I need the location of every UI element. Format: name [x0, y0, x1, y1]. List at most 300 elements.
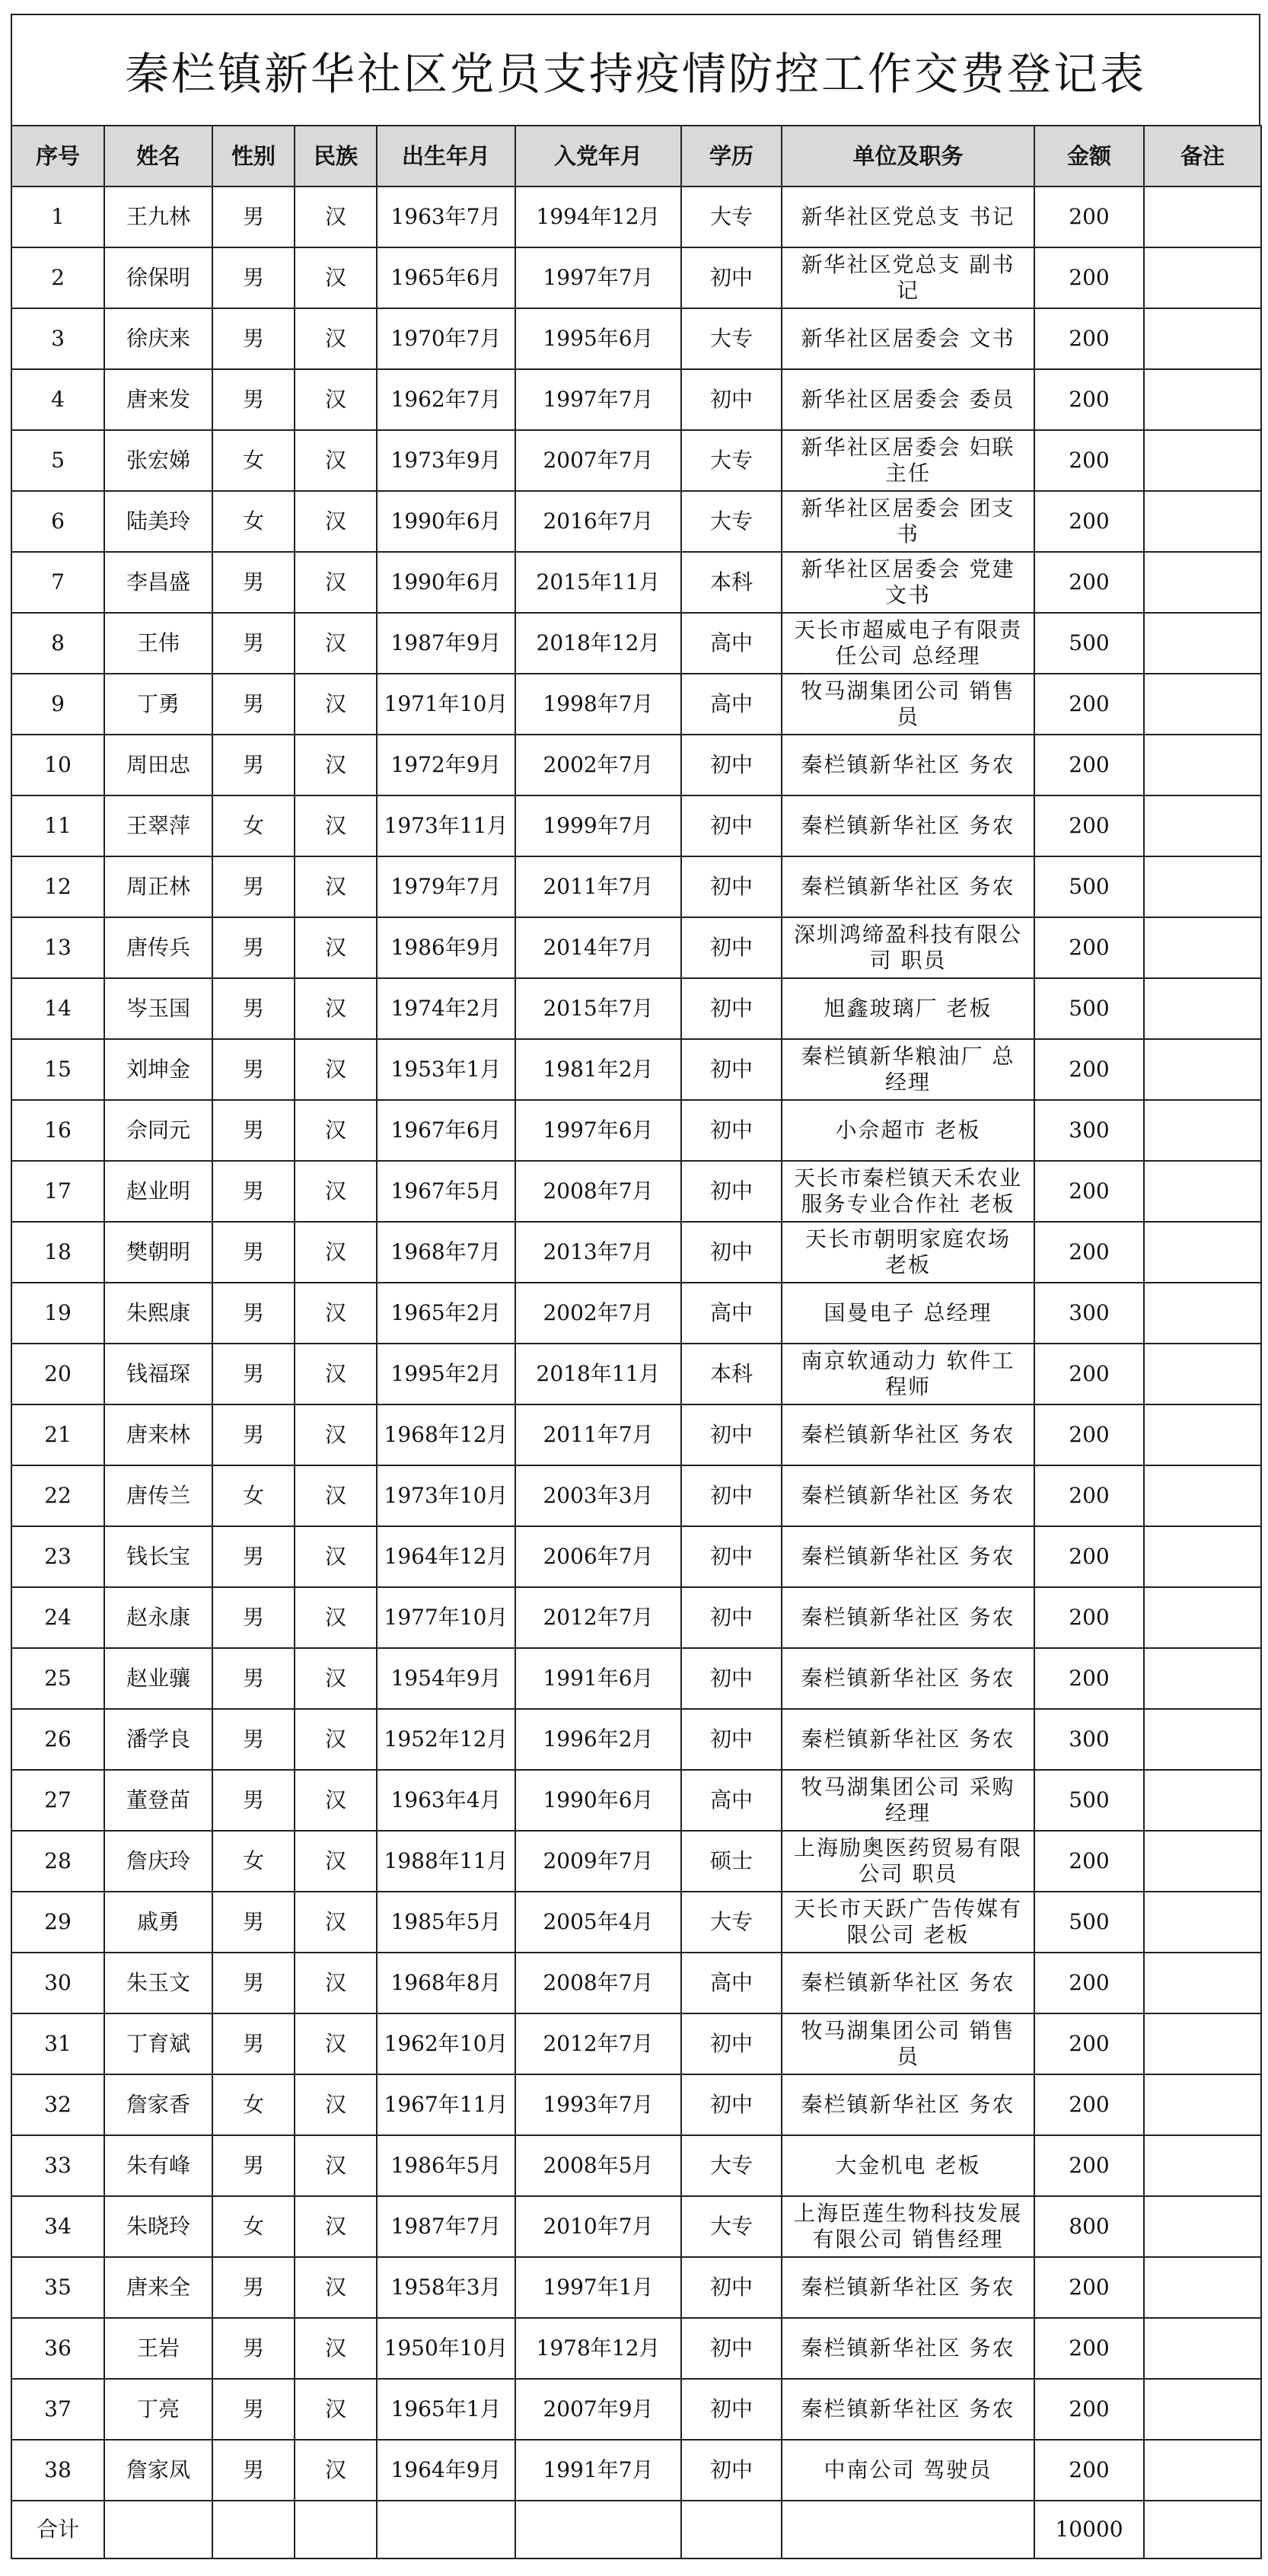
cell-remarks [1144, 1222, 1261, 1283]
table-row [11, 978, 1261, 1039]
cell-birth-date: 1958年3月 [377, 2257, 515, 2318]
cell-index: 36 [11, 2318, 104, 2379]
total-empty-cell [295, 2501, 377, 2558]
cell-party-join-date: 2011年7月 [515, 856, 681, 917]
cell-party-join-date: 1978年12月 [515, 2318, 681, 2379]
cell-ethnicity: 汉 [295, 2074, 377, 2135]
cell-amount: 200 [1034, 1526, 1144, 1587]
cell-amount: 500 [1034, 613, 1144, 674]
cell-amount: 500 [1034, 1892, 1144, 1953]
cell-birth-date: 1967年6月 [377, 1100, 515, 1161]
cell-party-join-date: 2005年4月 [515, 1892, 681, 1953]
table-row [11, 1770, 1261, 1831]
cell-education: 硕士 [681, 1831, 782, 1892]
total-label: 合计 [11, 2501, 104, 2558]
cell-remarks [1144, 2318, 1261, 2379]
cell-education: 初中 [681, 369, 782, 430]
cell-education: 初中 [681, 1465, 782, 1526]
cell-gender: 男 [212, 1100, 295, 1161]
cell-gender: 女 [212, 2074, 295, 2135]
cell-index: 29 [11, 1892, 104, 1953]
cell-index: 5 [11, 430, 104, 491]
cell-remarks [1144, 552, 1261, 613]
cell-education: 初中 [681, 1526, 782, 1587]
cell-gender: 男 [212, 552, 295, 613]
cell-name: 丁育斌 [104, 2013, 212, 2074]
cell-gender: 男 [212, 1161, 295, 1222]
cell-education: 初中 [681, 2379, 782, 2440]
cell-remarks [1144, 1404, 1261, 1465]
cell-education: 大专 [681, 2135, 782, 2196]
cell-education: 大专 [681, 430, 782, 491]
cell-remarks [1144, 1344, 1261, 1404]
cell-party-join-date: 2012年7月 [515, 2013, 681, 2074]
cell-name: 唐来发 [104, 369, 212, 430]
cell-gender: 男 [212, 978, 295, 1039]
cell-index: 18 [11, 1222, 104, 1283]
cell-amount: 200 [1034, 2257, 1144, 2318]
cell-birth-date: 1968年12月 [377, 1404, 515, 1465]
cell-remarks [1144, 1100, 1261, 1161]
cell-birth-date: 1967年11月 [377, 2074, 515, 2135]
cell-education: 初中 [681, 1587, 782, 1648]
cell-name: 张宏娣 [104, 430, 212, 491]
cell-name: 徐庆来 [104, 308, 212, 369]
cell-education: 大专 [681, 2196, 782, 2257]
cell-index: 3 [11, 308, 104, 369]
cell-name: 王九林 [104, 187, 212, 247]
cell-amount: 200 [1034, 187, 1144, 247]
cell-remarks [1144, 2257, 1261, 2318]
cell-unit-position: 秦栏镇新华社区 务农 [782, 1465, 1034, 1526]
cell-index: 14 [11, 978, 104, 1039]
cell-remarks [1144, 2440, 1261, 2501]
cell-name: 钱长宝 [104, 1526, 212, 1587]
cell-gender: 女 [212, 1831, 295, 1892]
cell-education: 高中 [681, 613, 782, 674]
cell-gender: 男 [212, 308, 295, 369]
cell-gender: 男 [212, 1709, 295, 1770]
cell-amount: 200 [1034, 1953, 1144, 2013]
table-row [11, 247, 1261, 308]
cell-education: 大专 [681, 187, 782, 247]
cell-gender: 男 [212, 917, 295, 978]
cell-index: 31 [11, 2013, 104, 2074]
cell-unit-position: 新华社区居委会 党建文书 [782, 552, 1034, 613]
cell-education: 高中 [681, 1953, 782, 2013]
cell-education: 初中 [681, 1709, 782, 1770]
cell-education: 初中 [681, 1161, 782, 1222]
cell-amount: 200 [1034, 430, 1144, 491]
cell-gender: 男 [212, 1222, 295, 1283]
cell-unit-position: 秦栏镇新华社区 务农 [782, 2318, 1034, 2379]
cell-remarks [1144, 795, 1261, 856]
cell-party-join-date: 1995年6月 [515, 308, 681, 369]
cell-party-join-date: 1994年12月 [515, 187, 681, 247]
cell-amount: 300 [1034, 1283, 1144, 1344]
table-row [11, 856, 1261, 917]
cell-education: 初中 [681, 2318, 782, 2379]
cell-index: 8 [11, 613, 104, 674]
cell-education: 初中 [681, 247, 782, 308]
cell-name: 詹家香 [104, 2074, 212, 2135]
table-row [11, 1100, 1261, 1161]
cell-amount: 200 [1034, 917, 1144, 978]
cell-ethnicity: 汉 [295, 2318, 377, 2379]
table-row [11, 2440, 1261, 2501]
table-row [11, 1161, 1261, 1222]
cell-birth-date: 1968年8月 [377, 1953, 515, 2013]
cell-unit-position: 秦栏镇新华粮油厂 总经理 [782, 1039, 1034, 1100]
cell-ethnicity: 汉 [295, 2135, 377, 2196]
cell-remarks [1144, 2135, 1261, 2196]
cell-ethnicity: 汉 [295, 1404, 377, 1465]
cell-gender: 女 [212, 491, 295, 552]
cell-amount: 200 [1034, 795, 1144, 856]
cell-gender: 男 [212, 1526, 295, 1587]
table-row [11, 795, 1261, 856]
cell-gender: 男 [212, 2135, 295, 2196]
cell-party-join-date: 2002年7月 [515, 1283, 681, 1344]
cell-name: 朱晓玲 [104, 2196, 212, 2257]
cell-gender: 男 [212, 735, 295, 795]
total-empty-cell [212, 2501, 295, 2558]
cell-education: 初中 [681, 1222, 782, 1283]
header-party-join-date: 入党年月 [515, 126, 681, 187]
cell-gender: 男 [212, 2257, 295, 2318]
total-empty-cell [681, 2501, 782, 2558]
cell-index: 32 [11, 2074, 104, 2135]
cell-ethnicity: 汉 [295, 1831, 377, 1892]
cell-remarks [1144, 1648, 1261, 1709]
cell-index: 26 [11, 1709, 104, 1770]
cell-party-join-date: 2014年7月 [515, 917, 681, 978]
cell-name: 唐来全 [104, 2257, 212, 2318]
cell-remarks [1144, 308, 1261, 369]
cell-education: 初中 [681, 1100, 782, 1161]
cell-remarks [1144, 1587, 1261, 1648]
cell-name: 朱玉文 [104, 1953, 212, 2013]
cell-party-join-date: 2008年7月 [515, 1161, 681, 1222]
cell-index: 17 [11, 1161, 104, 1222]
cell-education: 初中 [681, 2257, 782, 2318]
table-row [11, 1587, 1261, 1648]
cell-birth-date: 1973年11月 [377, 795, 515, 856]
table-row [11, 613, 1261, 674]
cell-birth-date: 1952年12月 [377, 1709, 515, 1770]
cell-ethnicity: 汉 [295, 1222, 377, 1283]
cell-ethnicity: 汉 [295, 1892, 377, 1953]
cell-name: 詹家凤 [104, 2440, 212, 2501]
cell-remarks [1144, 2379, 1261, 2440]
cell-gender: 男 [212, 247, 295, 308]
cell-party-join-date: 2006年7月 [515, 1526, 681, 1587]
table-row [11, 1344, 1261, 1404]
cell-party-join-date: 2002年7月 [515, 735, 681, 795]
cell-amount: 200 [1034, 674, 1144, 735]
cell-party-join-date: 2009年7月 [515, 1831, 681, 1892]
cell-remarks [1144, 430, 1261, 491]
cell-amount: 200 [1034, 1039, 1144, 1100]
table-row [11, 430, 1261, 491]
cell-unit-position: 秦栏镇新华社区 务农 [782, 1587, 1034, 1648]
cell-amount: 500 [1034, 978, 1144, 1039]
cell-birth-date: 1964年12月 [377, 1526, 515, 1587]
cell-ethnicity: 汉 [295, 187, 377, 247]
table-row [11, 1953, 1261, 2013]
cell-party-join-date: 2007年9月 [515, 2379, 681, 2440]
cell-remarks [1144, 1283, 1261, 1344]
cell-remarks [1144, 917, 1261, 978]
table-row [11, 491, 1261, 552]
cell-unit-position: 秦栏镇新华社区 务农 [782, 1526, 1034, 1587]
cell-party-join-date: 1997年7月 [515, 247, 681, 308]
cell-name: 刘坤金 [104, 1039, 212, 1100]
cell-unit-position: 秦栏镇新华社区 务农 [782, 735, 1034, 795]
cell-party-join-date: 1997年1月 [515, 2257, 681, 2318]
cell-gender: 男 [212, 1039, 295, 1100]
total-empty-cell [515, 2501, 681, 2558]
cell-unit-position: 秦栏镇新华社区 务农 [782, 1648, 1034, 1709]
cell-gender: 男 [212, 1648, 295, 1709]
cell-name: 丁勇 [104, 674, 212, 735]
cell-index: 11 [11, 795, 104, 856]
cell-education: 高中 [681, 1283, 782, 1344]
cell-party-join-date: 2008年7月 [515, 1953, 681, 2013]
cell-education: 初中 [681, 856, 782, 917]
cell-remarks [1144, 1770, 1261, 1831]
cell-party-join-date: 1991年7月 [515, 2440, 681, 2501]
table-row [11, 1283, 1261, 1344]
cell-ethnicity: 汉 [295, 978, 377, 1039]
cell-remarks [1144, 613, 1261, 674]
cell-amount: 200 [1034, 491, 1144, 552]
cell-birth-date: 1970年7月 [377, 308, 515, 369]
table-row [11, 308, 1261, 369]
table-row [11, 552, 1261, 613]
cell-index: 38 [11, 2440, 104, 2501]
cell-remarks [1144, 187, 1261, 247]
cell-education: 初中 [681, 978, 782, 1039]
cell-unit-position: 秦栏镇新华社区 务农 [782, 856, 1034, 917]
cell-name: 樊朝明 [104, 1222, 212, 1283]
cell-index: 6 [11, 491, 104, 552]
cell-amount: 200 [1034, 1587, 1144, 1648]
header-name: 姓名 [104, 126, 212, 187]
cell-party-join-date: 2015年7月 [515, 978, 681, 1039]
cell-birth-date: 1985年5月 [377, 1892, 515, 1953]
table-row [11, 2379, 1261, 2440]
cell-index: 19 [11, 1283, 104, 1344]
table-body [11, 187, 1261, 2501]
cell-education: 本科 [681, 1344, 782, 1404]
header-remarks: 备注 [1144, 126, 1261, 187]
cell-birth-date: 1988年11月 [377, 1831, 515, 1892]
cell-unit-position: 上海励奥医药贸易有限公司 职员 [782, 1831, 1034, 1892]
cell-party-join-date: 2015年11月 [515, 552, 681, 613]
cell-party-join-date: 1990年6月 [515, 1770, 681, 1831]
cell-ethnicity: 汉 [295, 552, 377, 613]
cell-party-join-date: 2003年3月 [515, 1465, 681, 1526]
table-row [11, 674, 1261, 735]
header-ethnicity: 民族 [295, 126, 377, 187]
cell-unit-position: 天长市天跃广告传媒有限公司 老板 [782, 1892, 1034, 1953]
registration-table [11, 125, 1262, 2559]
cell-gender: 男 [212, 2379, 295, 2440]
cell-amount: 200 [1034, 1465, 1144, 1526]
cell-party-join-date: 2007年7月 [515, 430, 681, 491]
cell-education: 大专 [681, 1892, 782, 1953]
table-row [11, 1465, 1261, 1526]
cell-remarks [1144, 978, 1261, 1039]
cell-education: 初中 [681, 2013, 782, 2074]
cell-ethnicity: 汉 [295, 2440, 377, 2501]
cell-ethnicity: 汉 [295, 674, 377, 735]
cell-birth-date: 1986年5月 [377, 2135, 515, 2196]
cell-name: 赵业骧 [104, 1648, 212, 1709]
cell-ethnicity: 汉 [295, 735, 377, 795]
header-amount: 金额 [1034, 126, 1144, 187]
cell-ethnicity: 汉 [295, 308, 377, 369]
cell-name: 赵业明 [104, 1161, 212, 1222]
cell-remarks [1144, 856, 1261, 917]
cell-education: 初中 [681, 2440, 782, 2501]
cell-gender: 女 [212, 2196, 295, 2257]
table-row [11, 187, 1261, 247]
cell-education: 初中 [681, 735, 782, 795]
cell-remarks [1144, 1161, 1261, 1222]
cell-amount: 200 [1034, 1161, 1144, 1222]
cell-index: 16 [11, 1100, 104, 1161]
cell-ethnicity: 汉 [295, 1039, 377, 1100]
cell-remarks [1144, 2196, 1261, 2257]
cell-index: 30 [11, 1953, 104, 2013]
cell-remarks [1144, 2013, 1261, 2074]
cell-index: 33 [11, 2135, 104, 2196]
table-row [11, 2196, 1261, 2257]
cell-unit-position: 新华社区居委会 妇联主任 [782, 430, 1034, 491]
cell-birth-date: 1977年10月 [377, 1587, 515, 1648]
cell-gender: 男 [212, 1344, 295, 1404]
cell-name: 王伟 [104, 613, 212, 674]
cell-party-join-date: 2018年11月 [515, 1344, 681, 1404]
cell-index: 10 [11, 735, 104, 795]
cell-amount: 200 [1034, 308, 1144, 369]
cell-ethnicity: 汉 [295, 917, 377, 978]
cell-name: 詹庆玲 [104, 1831, 212, 1892]
cell-remarks [1144, 2074, 1261, 2135]
cell-name: 佘同元 [104, 1100, 212, 1161]
cell-unit-position: 新华社区居委会 团支书 [782, 491, 1034, 552]
cell-party-join-date: 1997年7月 [515, 369, 681, 430]
cell-remarks [1144, 1039, 1261, 1100]
cell-gender: 男 [212, 1953, 295, 2013]
cell-index: 37 [11, 2379, 104, 2440]
cell-education: 高中 [681, 674, 782, 735]
cell-education: 初中 [681, 1648, 782, 1709]
cell-unit-position: 小佘超市 老板 [782, 1100, 1034, 1161]
header-gender: 性别 [212, 126, 295, 187]
cell-ethnicity: 汉 [295, 369, 377, 430]
cell-amount: 200 [1034, 2013, 1144, 2074]
cell-ethnicity: 汉 [295, 1161, 377, 1222]
cell-ethnicity: 汉 [295, 2379, 377, 2440]
cell-remarks [1144, 1526, 1261, 1587]
cell-name: 董登苗 [104, 1770, 212, 1831]
total-empty-cell [1144, 2501, 1261, 2558]
cell-remarks [1144, 735, 1261, 795]
cell-index: 2 [11, 247, 104, 308]
cell-birth-date: 1987年7月 [377, 2196, 515, 2257]
cell-unit-position: 牧马湖集团公司 采购经理 [782, 1770, 1034, 1831]
cell-unit-position: 牧马湖集团公司 销售员 [782, 2013, 1034, 2074]
cell-index: 15 [11, 1039, 104, 1100]
cell-amount: 200 [1034, 247, 1144, 308]
cell-unit-position: 上海臣莲生物科技发展有限公司 销售经理 [782, 2196, 1034, 2257]
cell-gender: 男 [212, 856, 295, 917]
cell-gender: 男 [212, 369, 295, 430]
cell-education: 大专 [681, 308, 782, 369]
cell-ethnicity: 汉 [295, 247, 377, 308]
cell-birth-date: 1971年10月 [377, 674, 515, 735]
cell-name: 唐传兵 [104, 917, 212, 978]
cell-index: 9 [11, 674, 104, 735]
cell-birth-date: 1964年9月 [377, 2440, 515, 2501]
cell-birth-date: 1950年10月 [377, 2318, 515, 2379]
cell-name: 陆美玲 [104, 491, 212, 552]
cell-name: 唐来林 [104, 1404, 212, 1465]
cell-ethnicity: 汉 [295, 430, 377, 491]
header-education: 学历 [681, 126, 782, 187]
cell-remarks [1144, 1892, 1261, 1953]
cell-birth-date: 1979年7月 [377, 856, 515, 917]
cell-gender: 男 [212, 1587, 295, 1648]
cell-birth-date: 1974年2月 [377, 978, 515, 1039]
cell-birth-date: 1973年10月 [377, 1465, 515, 1526]
cell-ethnicity: 汉 [295, 1100, 377, 1161]
cell-index: 20 [11, 1344, 104, 1404]
cell-birth-date: 1986年9月 [377, 917, 515, 978]
cell-gender: 男 [212, 1404, 295, 1465]
cell-birth-date: 1972年9月 [377, 735, 515, 795]
cell-amount: 200 [1034, 2379, 1144, 2440]
cell-education: 大专 [681, 491, 782, 552]
cell-name: 丁亮 [104, 2379, 212, 2440]
cell-unit-position: 新华社区党总支 书记 [782, 187, 1034, 247]
cell-party-join-date: 1997年6月 [515, 1100, 681, 1161]
total-row [11, 2501, 1261, 2558]
table-row [11, 2013, 1261, 2074]
cell-remarks [1144, 369, 1261, 430]
cell-index: 34 [11, 2196, 104, 2257]
cell-unit-position: 牧马湖集团公司 销售员 [782, 674, 1034, 735]
cell-education: 本科 [681, 552, 782, 613]
cell-ethnicity: 汉 [295, 1770, 377, 1831]
cell-name: 周田忠 [104, 735, 212, 795]
cell-birth-date: 1962年7月 [377, 369, 515, 430]
table-row [11, 2074, 1261, 2135]
total-empty-cell [104, 2501, 212, 2558]
total-empty-cell [782, 2501, 1034, 2558]
cell-name: 赵永康 [104, 1587, 212, 1648]
header-index: 序号 [11, 126, 104, 187]
sheet-title: 秦栏镇新华社区党员支持疫情防控工作交费登记表 [11, 14, 1260, 125]
cell-unit-position: 秦栏镇新华社区 务农 [782, 2379, 1034, 2440]
cell-gender: 男 [212, 1892, 295, 1953]
table-row [11, 735, 1261, 795]
cell-index: 13 [11, 917, 104, 978]
cell-amount: 500 [1034, 856, 1144, 917]
